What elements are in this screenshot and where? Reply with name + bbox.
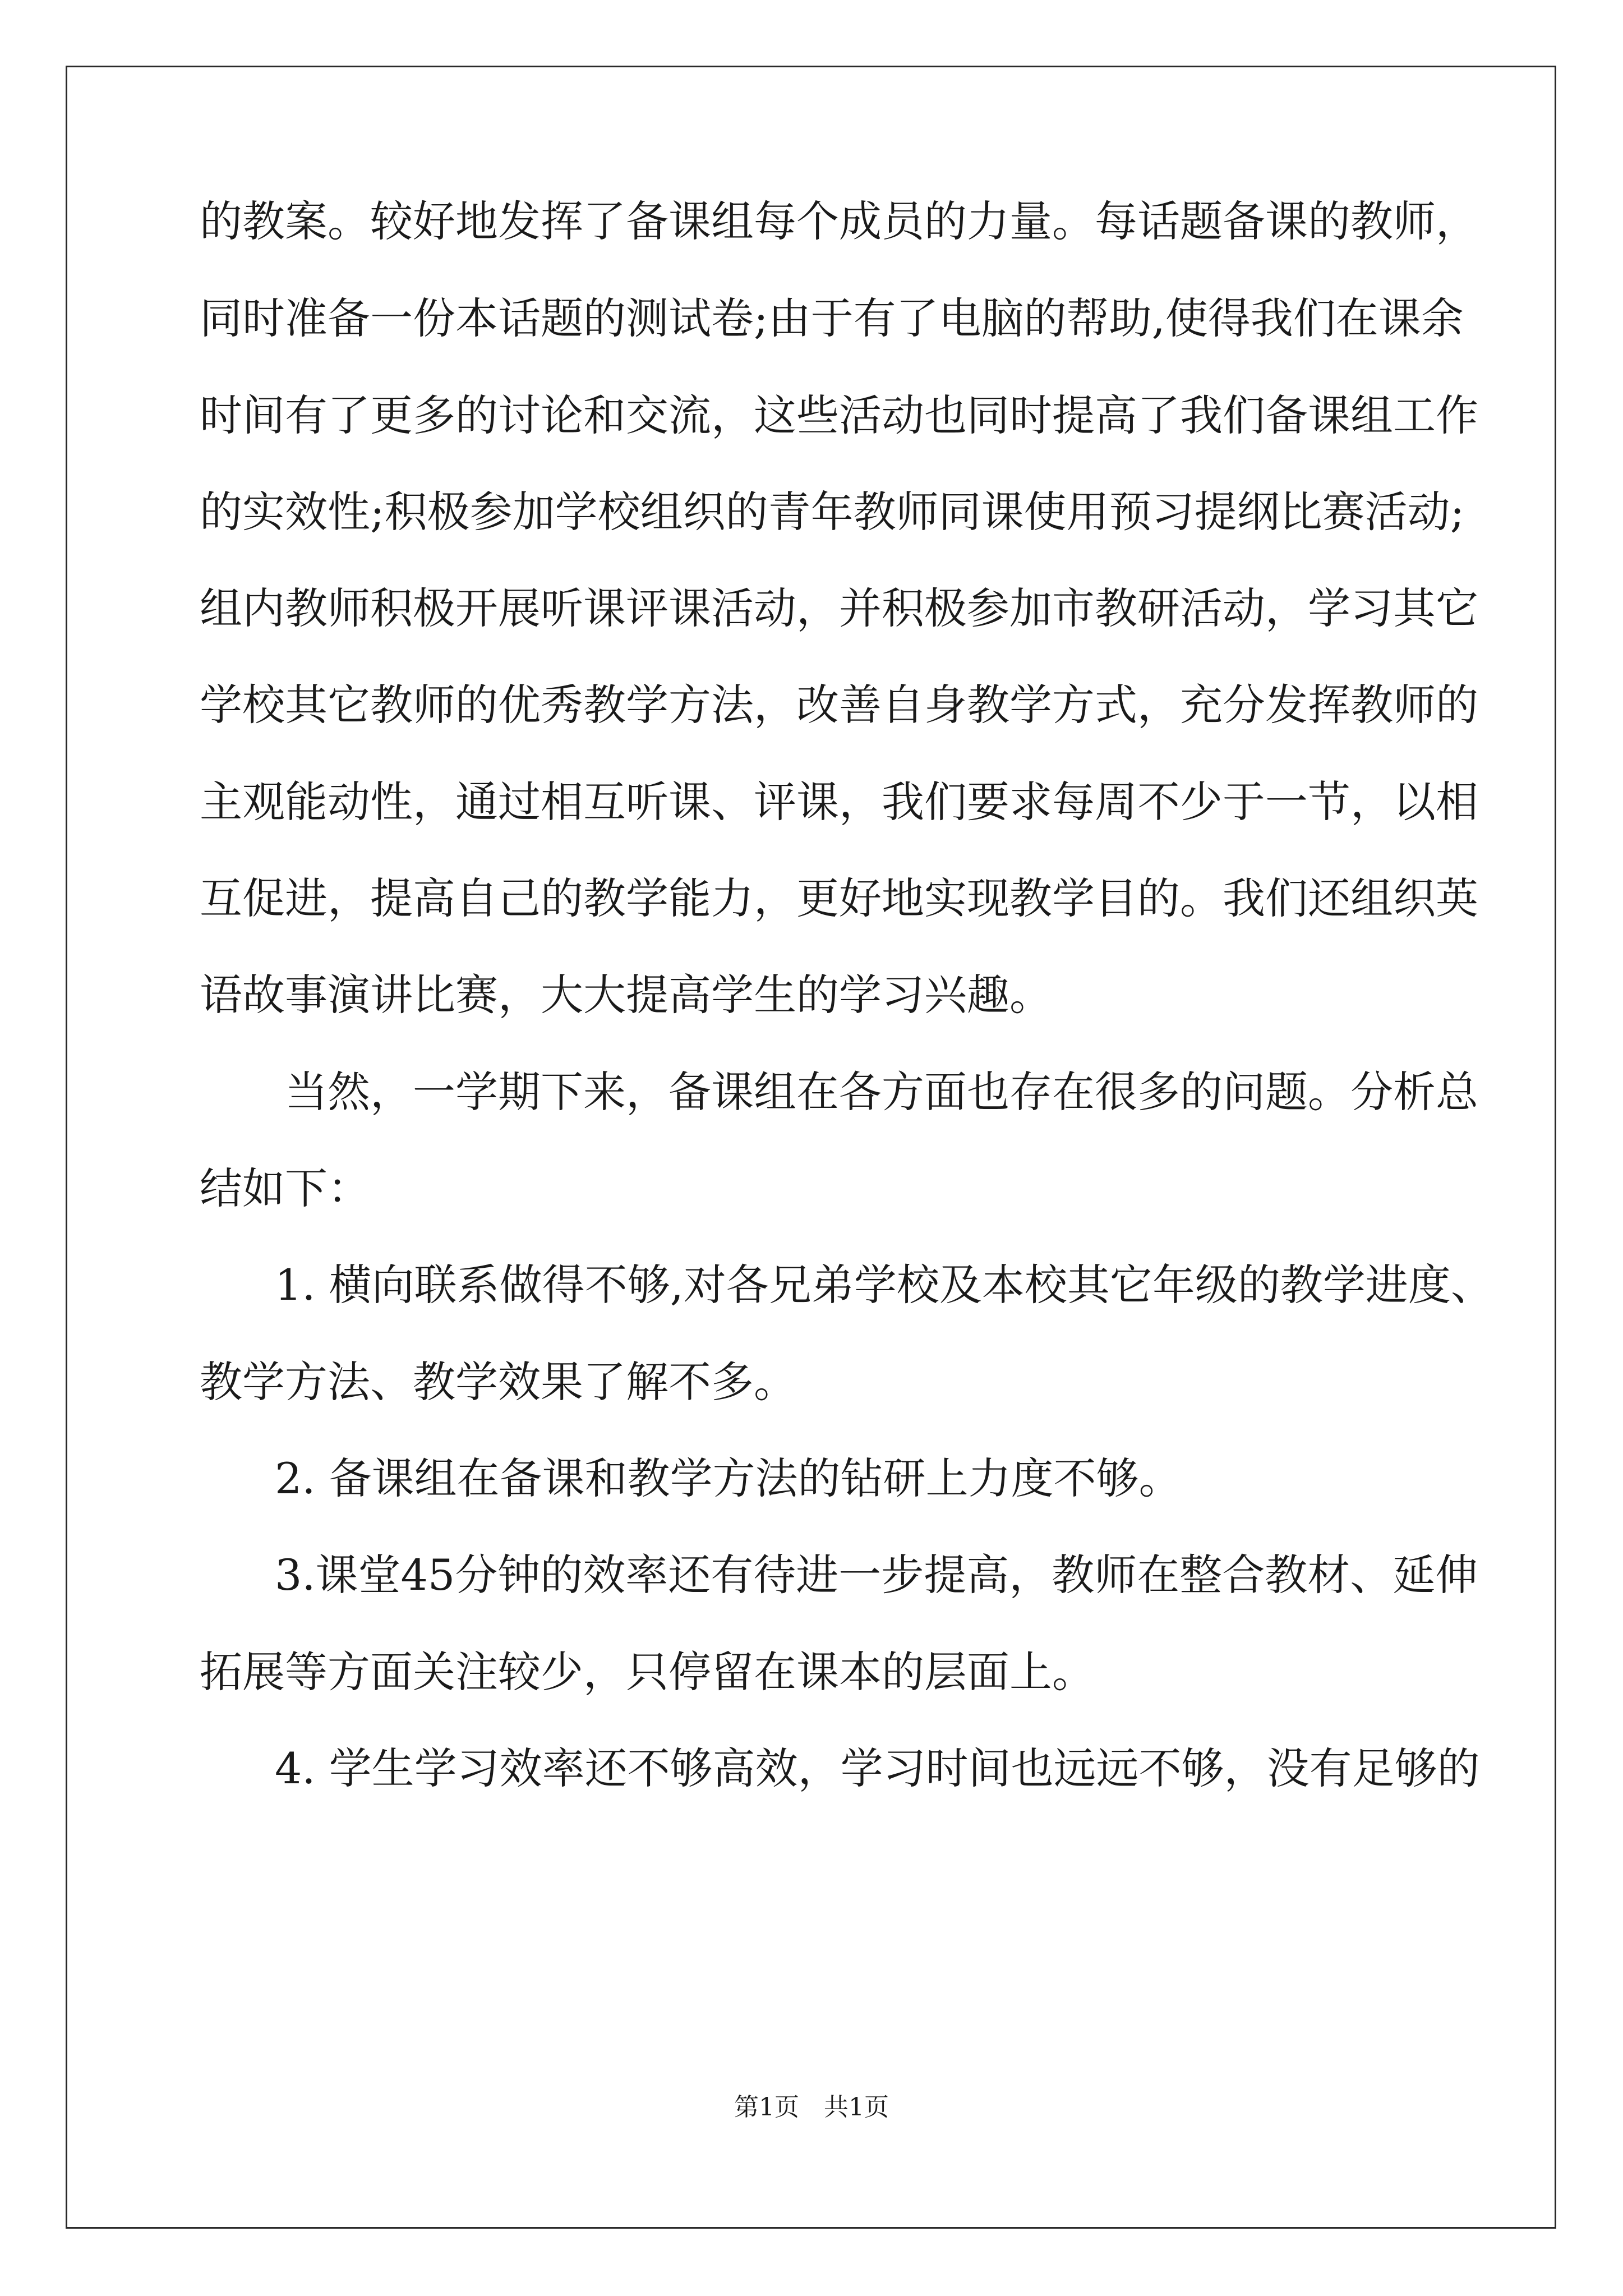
list-item-3: 3.课堂45分钟的效率还有待进一步提高，教师在整合教材、延伸 (275, 1550, 1478, 1600)
list-item-1: 1. 横向联系做得不够,对各兄弟学校及本校其它年级的教学进度、 (275, 1260, 1493, 1310)
text-line: 拓展等方面关注较少，只停留在课本的层面上。 (200, 1647, 1095, 1697)
text-line: 学校其它教师的优秀教学方法，改善自身教学方式，充分发挥教师的 (200, 680, 1478, 730)
text-line: 同时准备一份本话题的测试卷;由于有了电脑的帮助,使得我们在课余 (200, 293, 1464, 343)
text-line: 的实效性;积极参加学校组织的青年教师同课使用预习提纲比赛活动; (200, 487, 1465, 537)
list-item-4: 4. 学生学习效率还不够高效，学习时间也远远不够，没有足够的 (275, 1743, 1480, 1793)
list-item-2: 2. 备课组在备课和教学方法的钻研上力度不够。 (275, 1453, 1182, 1503)
text-line: 语故事演讲比赛，大大提高学生的学习兴趣。 (200, 970, 1052, 1020)
text-line: 教学方法、教学效果了解不多。 (200, 1357, 796, 1407)
paragraph-first-line: 当然，一学期下来，备课组在各方面也存在很多的问题。分析总 (285, 1067, 1478, 1117)
text-line: 组内教师积极开展听课评课活动，并积极参加市教研活动，学习其它 (200, 583, 1478, 633)
text-line: 互促进，提高自己的教学能力，更好地实现教学目的。我们还组织英 (200, 873, 1478, 923)
text-line: 的教案。较好地发挥了备课组每个成员的力量。每话题备课的教师， (200, 196, 1478, 246)
text-line: 时间有了更多的讨论和交流，这些活动也同时提高了我们备课组工作 (200, 390, 1478, 440)
text-line: 主观能动性，通过相互听课、评课，我们要求每周不少于一节，以相 (200, 777, 1478, 827)
text-line: 结如下： (200, 1163, 370, 1213)
page-footer: 第1页 共1页 (734, 2093, 889, 2122)
